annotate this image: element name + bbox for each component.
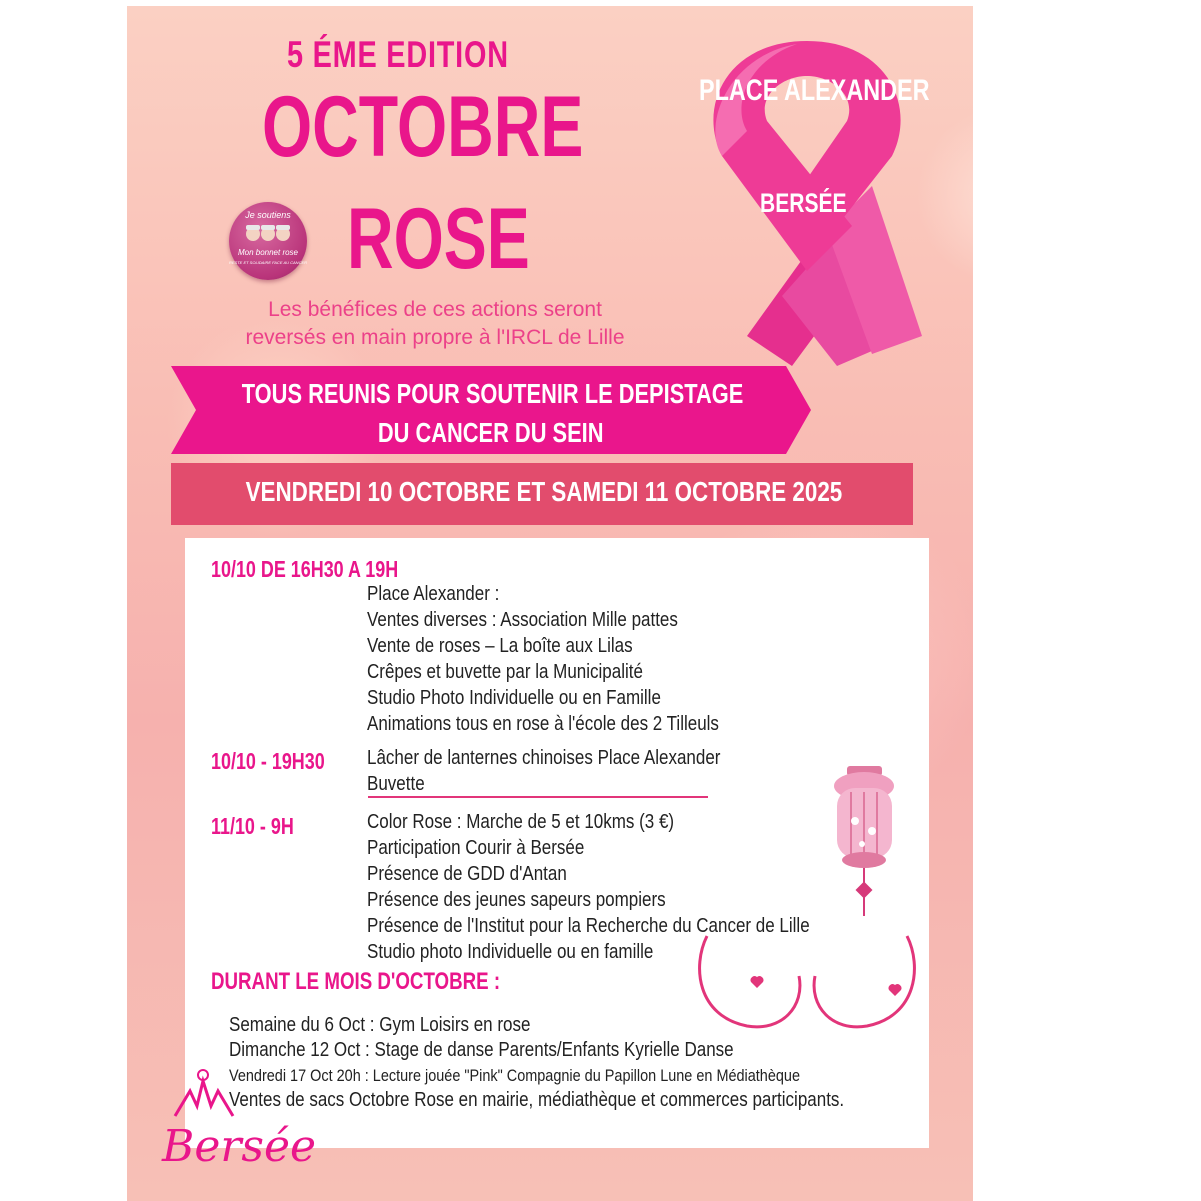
chinese-lantern-icon (827, 766, 902, 926)
month-heading: DURANT LE MOIS D'OCTOBRE : (211, 968, 501, 995)
ribbon-place-label: PLACE ALEXANDER (699, 74, 930, 107)
support-badge (229, 202, 307, 280)
logo-text: Bersée (162, 1121, 317, 1172)
list-item: Participation Courir à Bersée (367, 837, 585, 859)
list-item: Vente de roses – La boîte aux Lilas (367, 635, 633, 657)
list-item: Animations tous en rose à l'école des 2 Tilleuls (367, 713, 719, 735)
headline-line-1: TOUS REUNIS POUR SOUTENIR LE DEPISTAGE (241, 378, 744, 409)
badge-line-3: RESTE ET SOLIDAIRE FACE AU CANCER (229, 260, 308, 265)
benefits-line-2: reversés en main propre à l'IRCL de Lille (245, 326, 625, 349)
badge-line-1: Je soutiens (245, 210, 291, 220)
breast-outline-icon (687, 926, 927, 1046)
benefits-text (235, 296, 635, 352)
list-item: Color Rose : Marche de 5 et 10kms (3 €) (367, 811, 675, 833)
program-card (185, 538, 929, 1148)
event-dates (171, 476, 913, 508)
headline-line-2: DU CANCER DU SEIN (378, 417, 604, 448)
title-line-2: ROSE (347, 191, 530, 287)
badge-line-2: Mon bonnet rose (237, 248, 299, 257)
heart-icon (889, 984, 902, 996)
list-item: Studio photo Individuelle ou en famille (367, 941, 654, 963)
benefits-line-1: Les bénéfices de ces actions seront (268, 298, 602, 321)
slot-2-time: 10/10 - 19H30 (211, 748, 325, 774)
list-item: Crêpes et buvette par la Municipalité (367, 661, 643, 683)
list-item: Présence de l'Institut pour la Recherche du Cancer de Lille (367, 915, 810, 937)
list-item: Vendredi 17 Oct 20h : Lecture jouée "Pink" Compagnie du Papillon Lune en Médiathèque (229, 1066, 801, 1085)
slot-1-list (367, 581, 781, 737)
heart-icon (751, 976, 764, 988)
list-item: Semaine du 6 Oct : Gym Loisirs en rose (229, 1014, 531, 1036)
headline-text (171, 374, 811, 452)
list-item: Présence de GDD d'Antan (367, 863, 567, 885)
title-line-1: OCTOBRE (262, 79, 584, 175)
list-item: Ventes de sacs Octobre Rose en mairie, médiathèque et commerces participants. (229, 1089, 845, 1111)
event-dates-label: VENDREDI 10 OCTOBRE ET SAMEDI 11 OCTOBRE 2025 (245, 476, 843, 507)
edition-label: 5 ÉME EDITION (287, 34, 509, 75)
divider (368, 796, 708, 798)
list-item: Place Alexander : (367, 583, 500, 605)
ribbon-town-label: BERSÉE (760, 188, 847, 218)
slot-3-time: 11/10 - 9H (211, 813, 294, 839)
slot-2-list (367, 745, 783, 797)
list-item: Buvette (367, 773, 425, 795)
list-item: Ventes diverses : Association Mille pattes (367, 609, 678, 631)
faces-icon (243, 222, 293, 246)
list-item: Studio Photo Individuelle ou en Famille (367, 687, 661, 709)
list-item: Dimanche 12 Oct : Stage de danse Parents/Enfants Kyrielle Danse (229, 1039, 734, 1061)
slot-1-time: 10/10 DE 16H30 A 19H (211, 556, 399, 582)
list-item: Lâcher de lanternes chinoises Place Alexander (367, 747, 721, 769)
list-item: Présence des jeunes sapeurs pompiers (367, 889, 666, 911)
poster (127, 6, 973, 1201)
